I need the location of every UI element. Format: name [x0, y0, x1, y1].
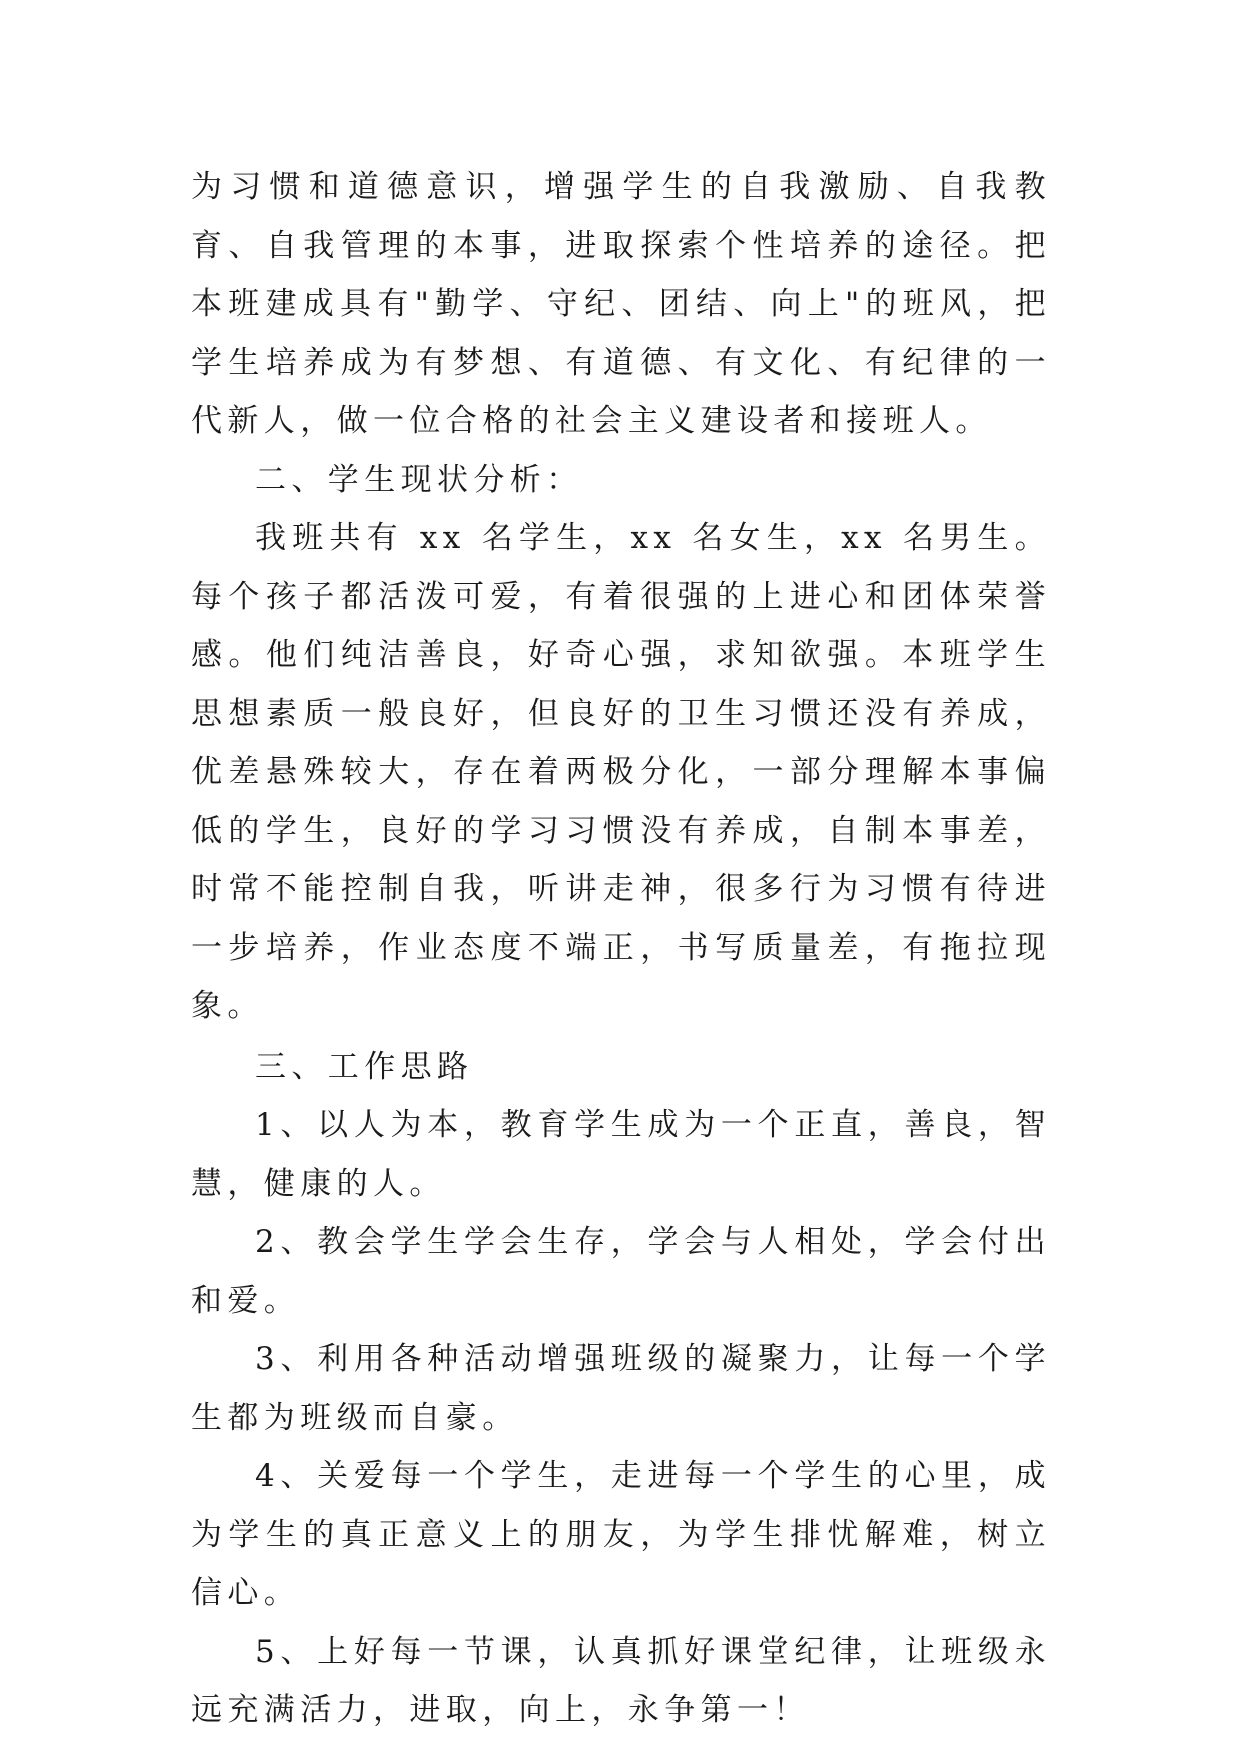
list-item-4: 4、关爱每一个学生，走进每一个学生的心里，成为学生的真正意义上的朋友，为学生排忧解难，树立信心。	[191, 1458, 1051, 1611]
document-body	[191, 158, 1051, 1740]
list-item-1: 1、以人为本，教育学生成为一个正直，善良，智慧，健康的人。	[191, 1107, 1051, 1202]
section-heading-work-ideas: 三、工作思路	[255, 1048, 474, 1085]
paragraph-student-analysis: 我班共有 xx 名学生，xx 名女生，xx 名男生。每个孩子都活泼可爱，有着很强的上进心和团体荣誉感。他们纯洁善良，好奇心强，求知欲强。本班学生思想素质一般良好，但良好的卫生习惯还没有养成，优差悬殊较大，存在着两极分化，一部分理解本事偏低的学生，良好的学习习惯没有养成，自制本事差，时常不能控制自我，听讲走神，很多行为习惯有待进一步培养，作业态度不端正，书写质量差，有拖拉现象。	[191, 520, 1051, 1024]
section-heading-student-analysis: 二、学生现状分析：	[255, 461, 583, 498]
list-item-3: 3、利用各种活动增强班级的凝聚力，让每一个学生都为班级而自豪。	[191, 1341, 1051, 1436]
list-item-5: 5、上好每一节课，认真抓好课堂纪律，让班级永远充满活力，进取，向上，永争第一！	[191, 1633, 1051, 1728]
list-item-2: 2、教会学生学会生存，学会与人相处，学会付出和爱。	[191, 1224, 1051, 1319]
paragraph-continuation: 为习惯和道德意识，增强学生的自我激励、自我教育、自我管理的本事，进取探索个性培养的途径。把本班建成具有"勤学、守纪、团结、向上"的班风，把学生培养成为有梦想、有道德、有文化、有纪律的一代新人，做一位合格的社会主义建设者和接班人。	[191, 169, 1051, 439]
